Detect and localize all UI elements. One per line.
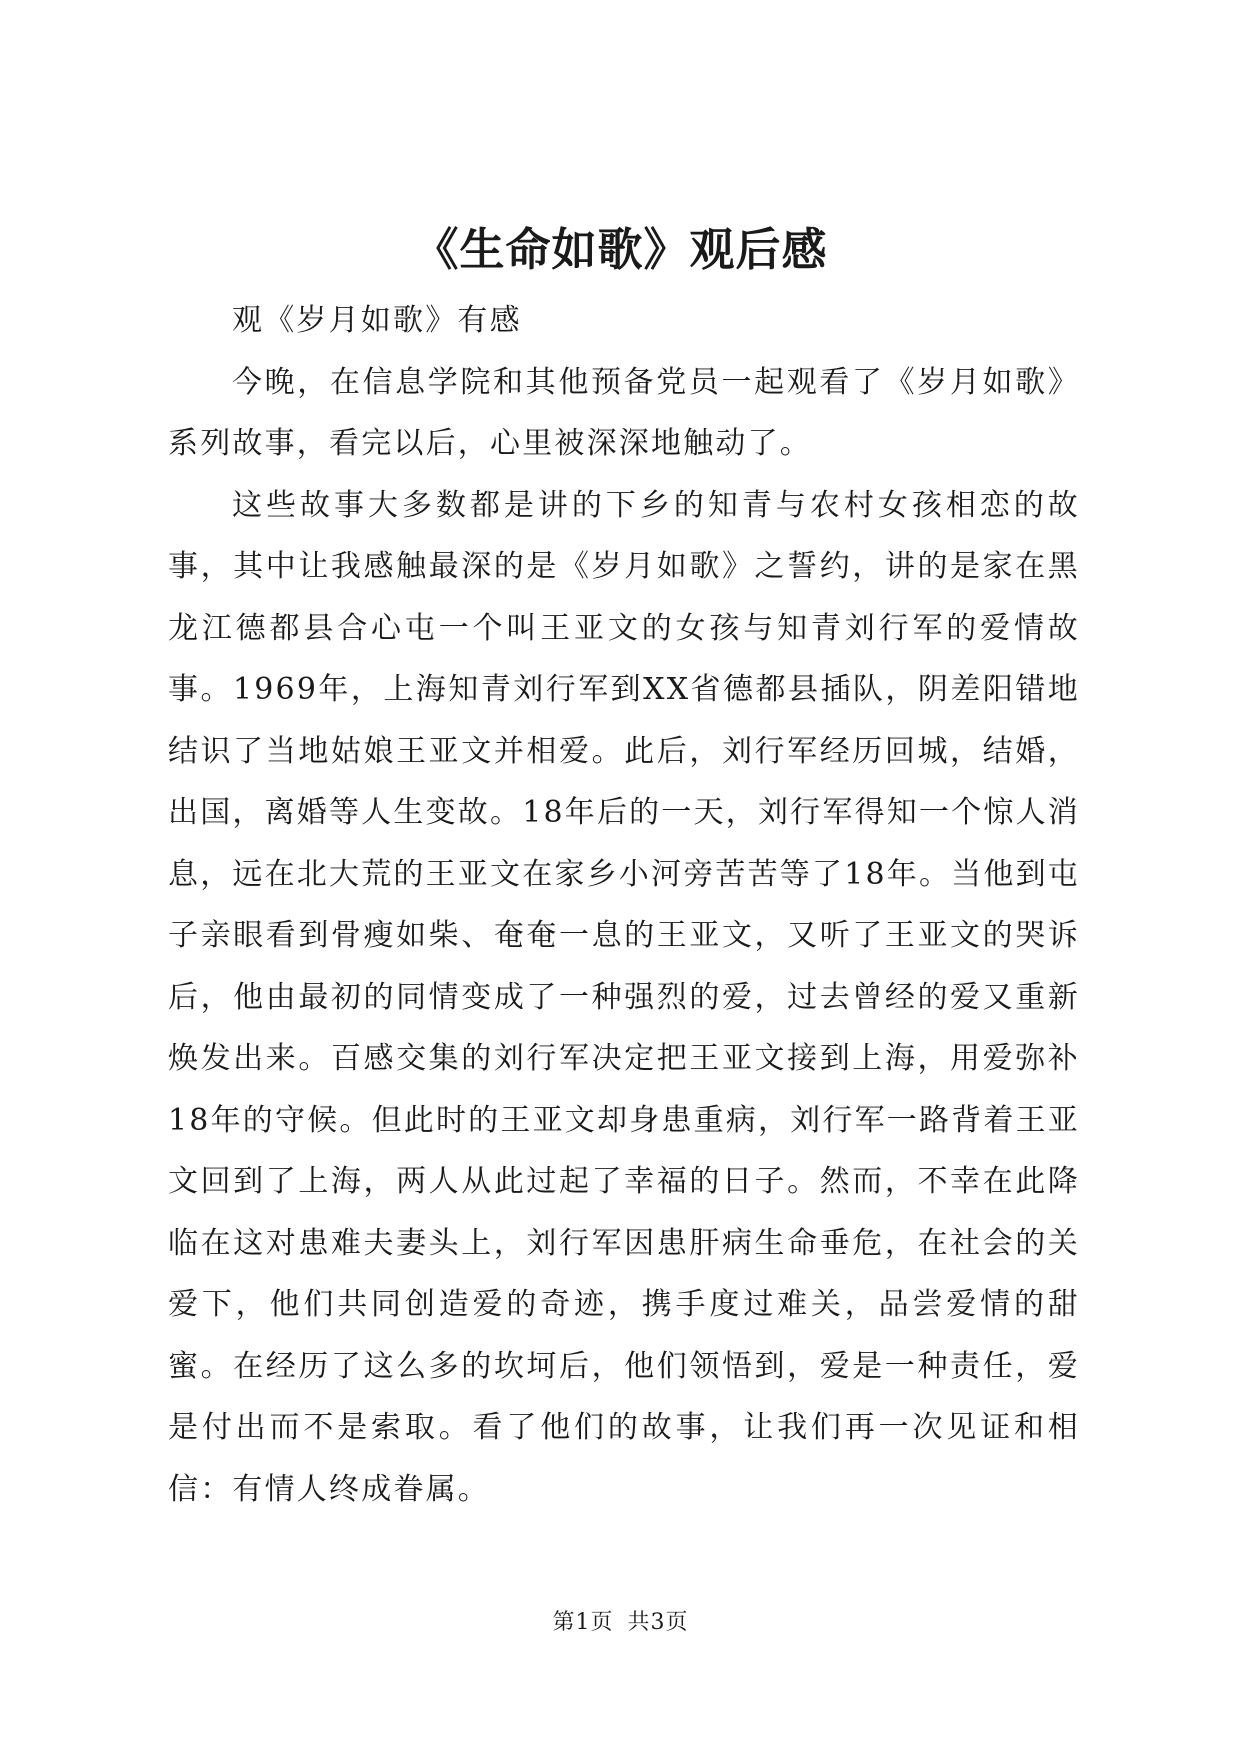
page-total: 共3页 <box>627 1610 689 1635</box>
body-paragraph: 今晚，在信息学院和其他预备党员一起观看了《岁月如歌》系列故事，看完以后，心里被深深地触动了。 <box>168 364 1080 461</box>
subtitle-paragraph: 观《岁月如歌》有感 <box>232 303 522 338</box>
body-paragraph: 这些故事大多数都是讲的下乡的知青与农村女孩相恋的故事，其中让我感触最深的是《岁月如歌》之誓约，讲的是家在黑龙江德都县合心屯一个叫王亚文的女孩与知青刘行军的爱情故事。1969年，上海知青刘行军到XX省德都县插队，阴差阳错地结识了当地姑娘王亚文并相爱。此后，刘行军经历回城，结婚，出国，离婚等人生变故。18年后的一天，刘行军得知一个惊人消息，远在北大荒的王亚文在家乡小河旁苦苦等了18年。当他到屯子亲眼看到骨瘦如柴、奄奄一息的王亚文，又听了王亚文的哭诉后，他由最初的同情变成了一种强烈的爱，过去曾经的爱又重新焕发出来。百感交集的刘行军决定把王亚文接到上海，用爱弥补18年的守候。但此时的王亚文却身患重病，刘行军一路背着王亚文回到了上海，两人从此过起了幸福的日子。然而，不幸在此降临在这对患难夫妻头上，刘行军因患肝病生命垂危，在社会的关爱下，他们共同创造爱的奇迹，携手度过难关，品尝爱情的甜蜜。在经历了这么多的坎坷后，他们领悟到，爱是一种责任，爱是付出而不是索取。看了他们的故事，让我们再一次见证和相信：有情人终成眷属。 <box>168 487 1080 1507</box>
page-number: 第1页 <box>552 1610 614 1635</box>
document-title: 《生命如歌》观后感 <box>413 223 828 276</box>
document-body <box>168 290 1080 1520</box>
page-footer <box>0 1608 1241 1638</box>
